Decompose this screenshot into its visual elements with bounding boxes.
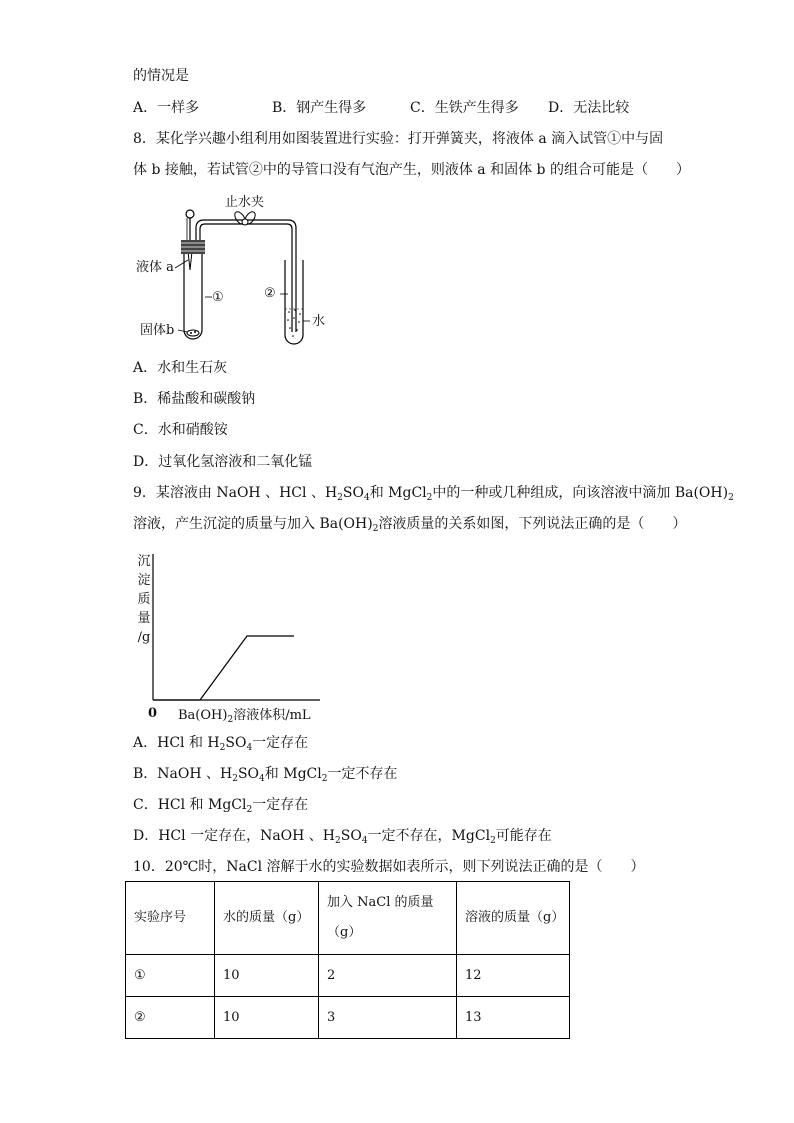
q7-option-c[interactable]: C．生铁产生得多 xyxy=(410,100,519,116)
table-header-cell: 溶液的质量（g） xyxy=(457,882,570,955)
table-header-cell: 水的质量（g） xyxy=(215,882,319,955)
y-axis-label: 沉 淀 质 量 /g xyxy=(137,554,151,645)
q8-stem-line2: 体 b 接触，若试管②中的导管口没有气泡产生，则液体 a 和固体 b 的组合可能是（ ） xyxy=(133,162,690,178)
table-cell: 3 xyxy=(319,997,457,1039)
label-tube-1: ① xyxy=(212,290,224,305)
table-cell: 10 xyxy=(215,955,319,997)
table-row xyxy=(126,955,570,997)
test-tube-1 xyxy=(184,245,202,339)
table-header-cell: 实验序号 xyxy=(126,882,215,955)
q7-option-a[interactable]: A．一样多 xyxy=(133,100,200,116)
q10-data-table xyxy=(125,881,570,1039)
table-cell: 2 xyxy=(319,955,457,997)
label-tube-2: ② xyxy=(264,286,276,301)
q8-stem-line1: 8．某化学兴趣小组利用如图装置进行实验：打开弹簧夹，将液体 a 滴入试管①中与固 xyxy=(133,131,664,147)
label-water: 水 xyxy=(312,314,326,329)
chart-plot xyxy=(130,548,330,708)
q7-option-b[interactable]: B．钢产生得多 xyxy=(272,100,367,116)
table-cell: ② xyxy=(126,997,215,1039)
label-solid-b: 固体b xyxy=(140,323,175,338)
q9-stem-line1: 9．某溶液由 NaOH 、HCl 、$H_2SO_4$和 MgCl$_2$中的一种或几种组成，向该溶液中滴加 $Ba(OH)_2$ xyxy=(133,485,734,503)
q8-option-c[interactable]: C．水和硝酸铵 xyxy=(133,422,228,438)
table-cell: 13 xyxy=(457,997,570,1039)
q7-tail: 的情况是 xyxy=(133,68,189,84)
table-cell: ① xyxy=(126,955,215,997)
q9-stem-line2: 溶液，产生沉淀的质量与加入 $Ba(OH)_2$溶液质量的关系如图，下列说法正确的是（ ） xyxy=(133,516,687,534)
q9-option-c[interactable]: C．HCl 和 MgCl$_2$一定存在 xyxy=(133,797,309,815)
x-axis-label: $Ba(OH)_2$溶液体积/mL xyxy=(178,708,311,725)
q9-chart xyxy=(130,548,330,728)
connecting-tube xyxy=(196,220,296,332)
label-liquid-a: 液体 a xyxy=(136,260,174,275)
q7-option-d[interactable]: D．无法比较 xyxy=(548,100,630,116)
label-clamp: 止水夹 xyxy=(225,195,265,210)
water-dots xyxy=(287,309,301,337)
q10-stem: 10．20℃时，NaCl 溶解于水的实验数据如表所示，则下列说法正确的是（ ） xyxy=(133,859,645,875)
table-header-cell: 加入 NaCl 的质量（g） xyxy=(319,882,457,955)
q9-option-d[interactable]: D．HCl 一定存在，NaOH 、$H_2SO_4$一定不存在，MgCl$_2$可能存在 xyxy=(133,828,552,846)
table-header-row xyxy=(126,882,570,955)
origin-label: 0 xyxy=(148,706,158,721)
table-cell: 10 xyxy=(215,997,319,1039)
table-cell: 12 xyxy=(457,955,570,997)
q8-option-a[interactable]: A．水和生石灰 xyxy=(133,360,228,376)
q9-option-a[interactable]: A．HCl 和 $H_2SO_4$一定存在 xyxy=(133,735,309,753)
dropper-bulb xyxy=(186,210,194,218)
q9-option-b[interactable]: B．NaOH 、$H_2SO_4$和 MgCl$_2$一定不存在 xyxy=(133,766,398,784)
q8-option-b[interactable]: B．稀盐酸和碳酸钠 xyxy=(133,391,256,407)
precipitate-mass-line xyxy=(153,636,294,700)
test-tube-2 xyxy=(285,260,303,344)
solid-b xyxy=(187,330,199,336)
q8-option-d[interactable]: D．过氧化氢溶液和二氧化锰 xyxy=(133,454,313,470)
table-row xyxy=(126,997,570,1039)
